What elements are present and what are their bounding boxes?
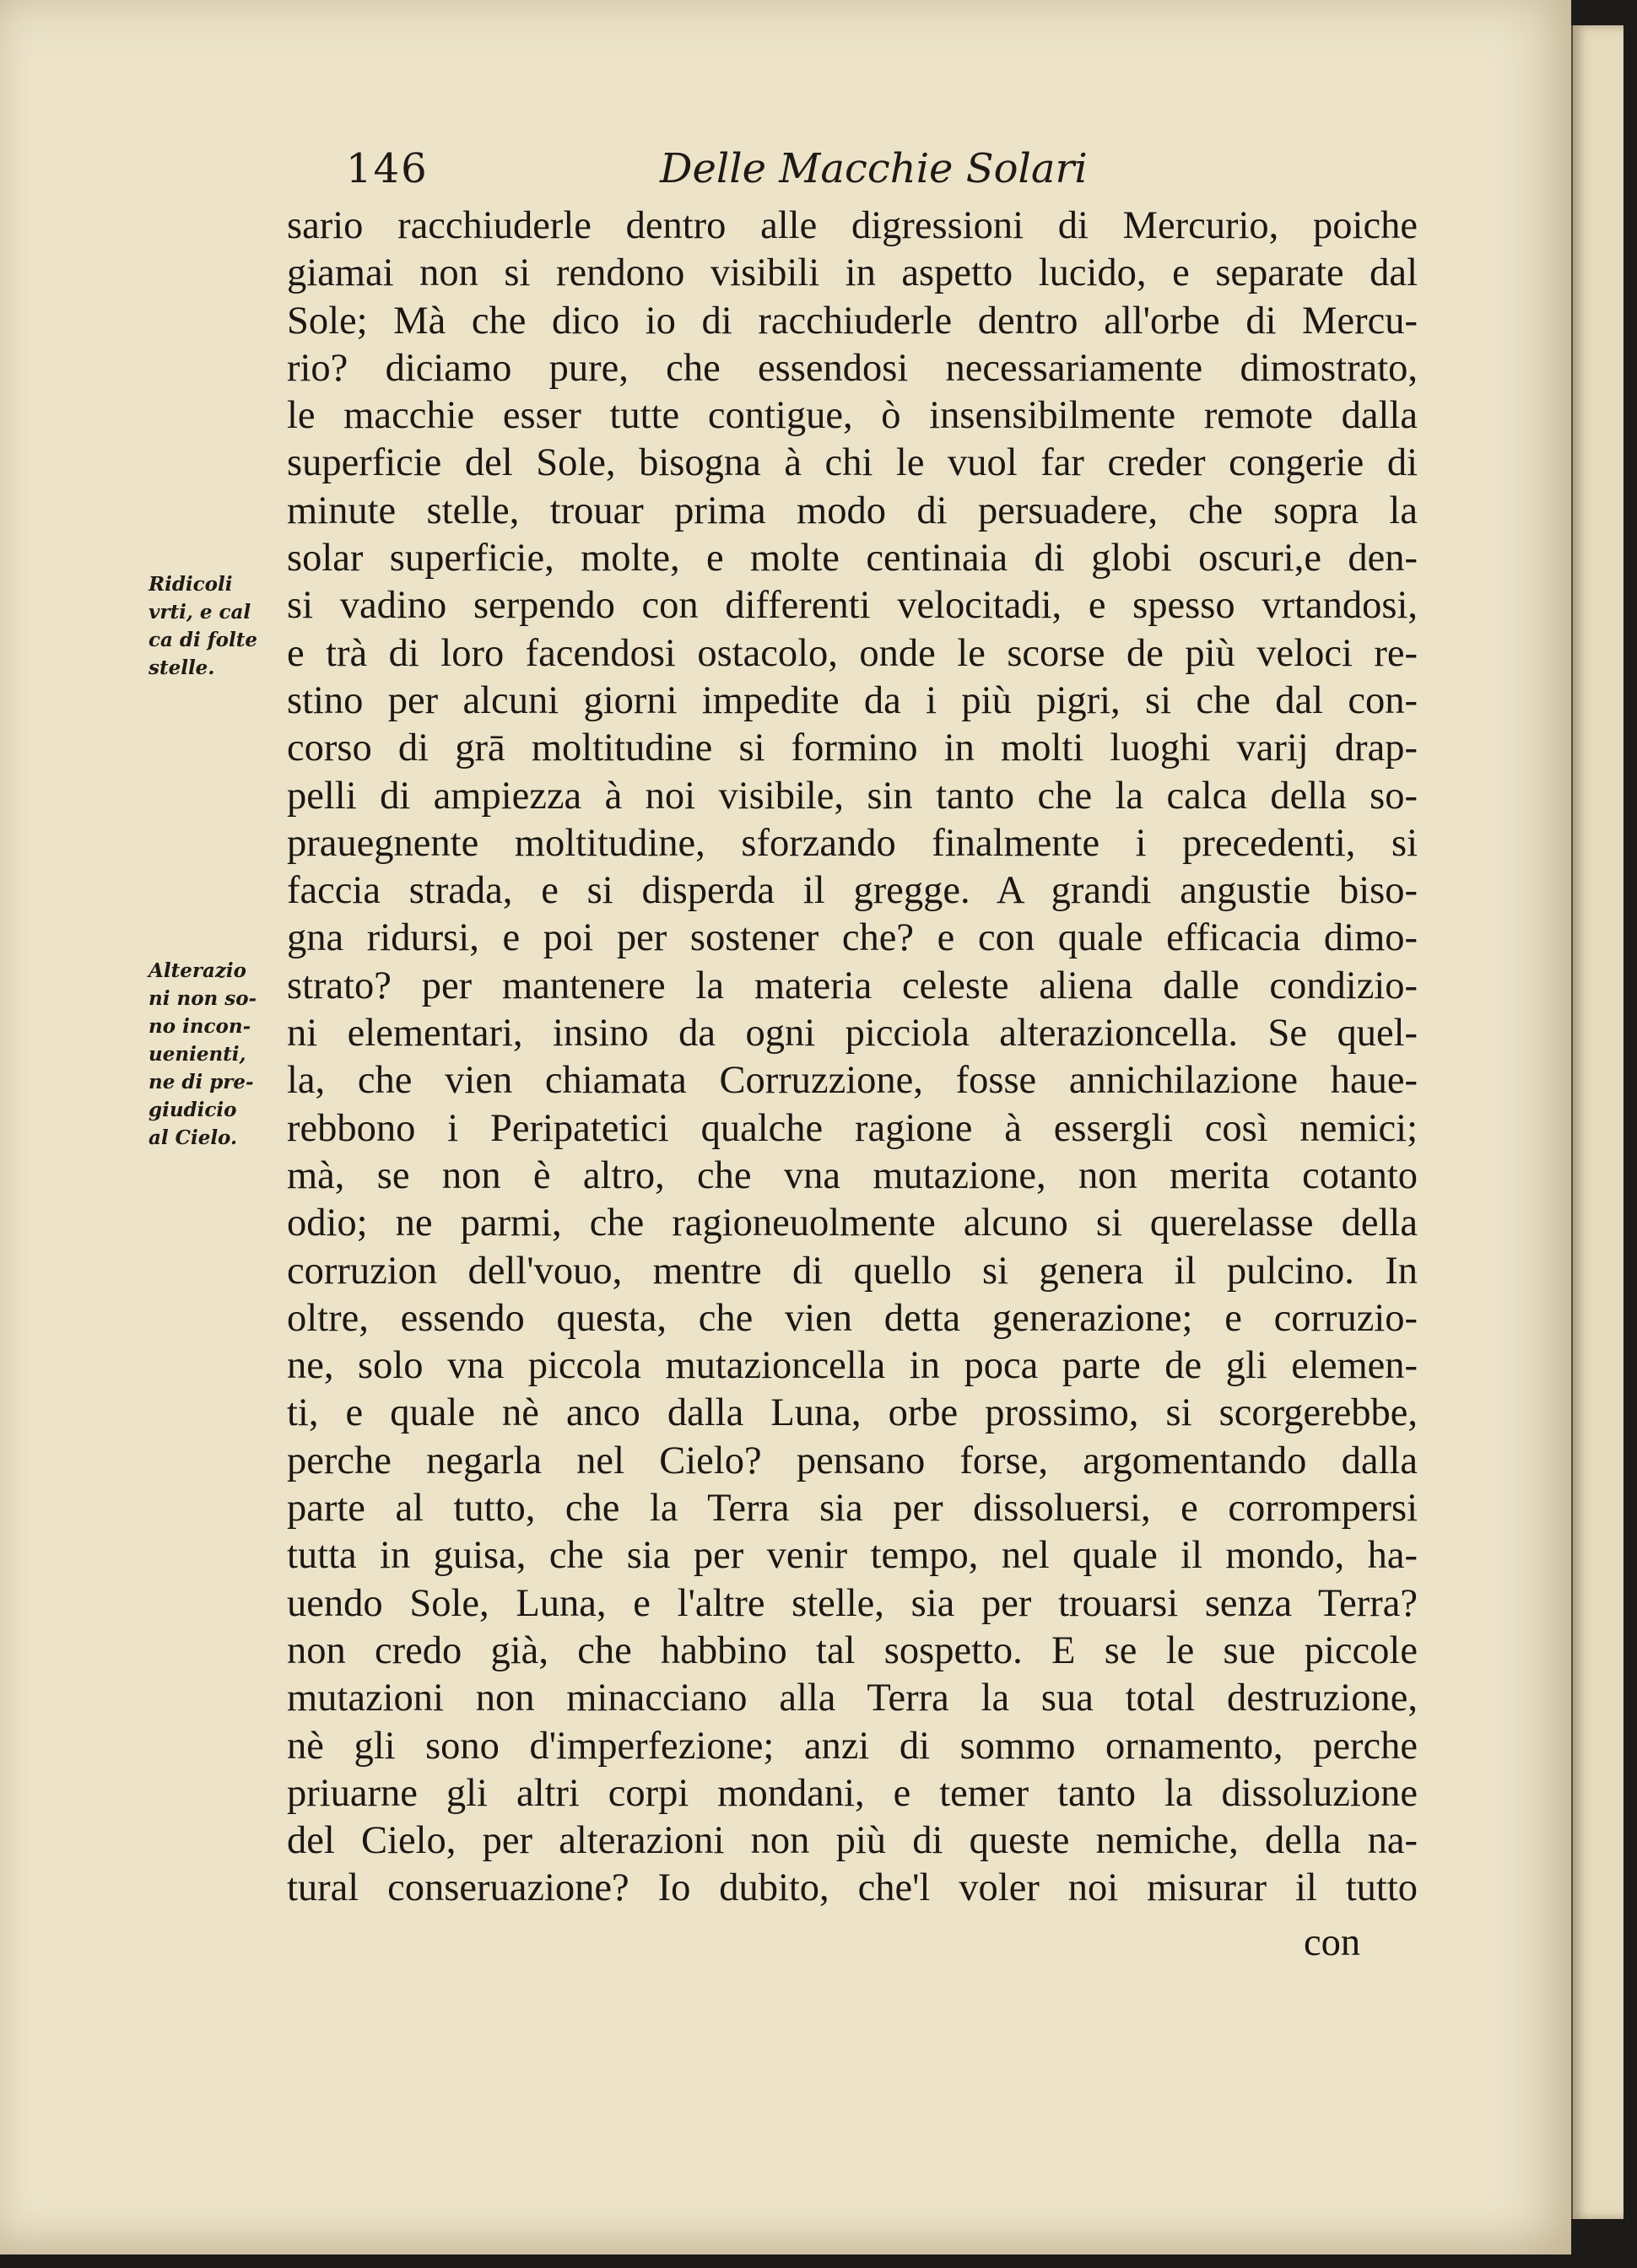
text-line: giamai non si rendono visibili in aspetto lucido, e separate dal [287,251,1418,295]
text-line: corso di grā moltitudine si formino in molti luoghi varij drap- [287,726,1418,770]
marginal-note-line: stelle. [149,656,215,679]
marginal-note-line: ne di pre- [149,1071,254,1094]
marginal-note-line: vrti, e cal [149,601,251,624]
text-line: oltre, essendo questa, che vien detta generazione; e corruzio- [287,1296,1418,1340]
text-line: le macchie esser tutte contigue, ò insensibilmente remote dalla [287,394,1418,438]
text-line: mutazioni non minacciano alla Terra la sua total destruzione, [287,1677,1418,1720]
page-number: 146 [346,145,429,192]
body-text [287,202,1418,1913]
text-line: ne, solo vna piccola mutazioncella in poca parte de gli elemen- [287,1344,1418,1388]
marginal-note-line: ca di folte [149,629,257,651]
text-line: e trà di loro facendosi ostacolo, onde le scorse de più veloci re- [287,631,1418,675]
text-line: tutta in guisa, che sia per venir tempo, nel quale il mondo, ha- [287,1534,1418,1578]
text-line: parte al tutto, che la Terra sia per dissoluersi, e corrompersi [287,1487,1418,1531]
marginal-note-line: al Cielo. [149,1126,238,1149]
text-line: non credo già, che habbino tal sospetto. E se le sue piccole [287,1628,1418,1672]
adjacent-page-edge [1571,25,1623,2219]
text-line: del Cielo, per alterazioni non più di queste nemiche, della na- [287,1819,1418,1863]
text-line: stino per alcuni giorni impedite da i più pigri, si che dal con- [287,678,1418,722]
running-head [346,145,1443,204]
text-line: ti, e quale nè anco dalla Luna, orbe prossimo, si scorgerebbe, [287,1391,1418,1435]
text-line: rio? diciamo pure, che essendosi necessariamente dimostrato, [287,346,1418,390]
text-line: perche negarla nel Cielo? pensano forse, argomentando dalla [287,1439,1418,1482]
marginal-note-line: Alterazio [149,959,246,982]
catchword: con [1304,1921,1361,1964]
marginal-note-line: Ridicoli [149,573,233,596]
marginal-note [149,957,275,1152]
text-line: ni elementari, insino da ogni picciola alterazioncella. Se quel- [287,1012,1418,1056]
text-line: pelli di ampiezza à noi visibile, sin tanto che la calca della so- [287,774,1418,818]
text-line: si vadino serpendo con differenti velocitadi, e spesso vrtandosi, [287,584,1418,628]
text-line: rebbono i Peripatetici qualche ragione à essergli così nemici; [287,1106,1418,1150]
text-line: Sole; Mà che dico io di racchiuderle dentro all'orbe di Mercu- [287,299,1418,343]
text-line: priuarne gli altri corpi mondani, e temer tanto la dissoluzione [287,1771,1418,1815]
running-title: Delle Macchie Solari [660,145,1088,192]
text-line: odio; ne parmi, che ragioneuolmente alcuno si querelasse della [287,1202,1418,1245]
text-line: sario racchiuderle dentro alle digressioni di Mercurio, poiche [287,204,1418,247]
text-line: tural conseruazione? Io dubito, che'l voler noi misurar il tutto [287,1866,1418,1910]
marginal-note-line: uenienti, [149,1043,246,1066]
text-line: solar superficie, molte, e molte centinaia di globi oscuri,e den- [287,537,1418,580]
text-line: mà, se non è altro, che vna mutazione, non merita cotanto [287,1153,1418,1197]
text-line: faccia strada, e si disperda il gregge. A grandi angustie biso- [287,869,1418,913]
text-line: minute stelle, trouar prima modo di persuadere, che sopra la [287,489,1418,532]
text-line: strato? per mantenere la materia celeste aliena dalle condizio- [287,964,1418,1007]
text-line: la, che vien chiamata Corruzzione, fosse annichilazione haue- [287,1059,1418,1103]
marginal-note [149,570,275,682]
marginal-note-line: giudicio [149,1099,237,1121]
text-line: gna ridursi, e poi per sostener che? e con quale efficacia dimo- [287,916,1418,960]
text-line: corruzion dell'vouo, mentre di quello si genera il pulcino. In [287,1249,1418,1293]
text-line: prauegnente moltitudine, sforzando finalmente i precedenti, si [287,821,1418,865]
marginal-note-line: no incon- [149,1015,251,1038]
text-line: nè gli sono d'imperfezione; anzi di sommo ornamento, perche [287,1724,1418,1768]
text-line: uendo Sole, Luna, e l'altre stelle, sia per trouarsi senza Terra? [287,1581,1418,1625]
marginal-note-line: ni non so- [149,987,257,1010]
text-line: superficie del Sole, bisogna à chi le vuol far creder congerie di [287,441,1418,485]
